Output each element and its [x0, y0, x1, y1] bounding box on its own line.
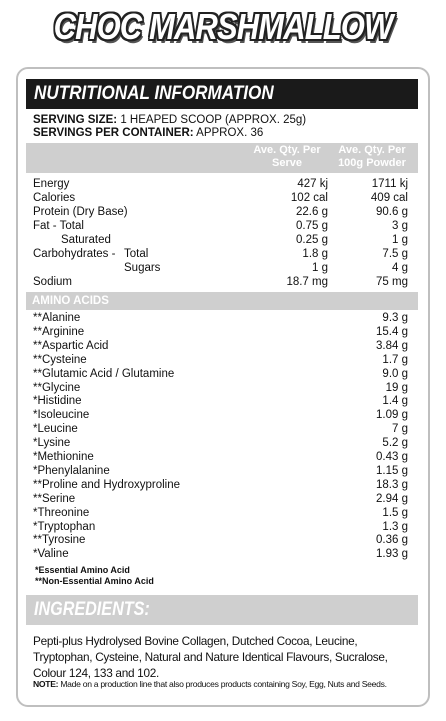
amino-row	[33, 464, 413, 478]
ingredients-header-label: INGREDIENTS:	[34, 599, 150, 620]
amino-value: 7 g	[392, 423, 408, 436]
amino-label: *Leucine	[33, 423, 78, 436]
nutrition-row	[33, 233, 413, 247]
nutrition-row	[33, 205, 413, 219]
amino-value: 1.3 g	[382, 520, 408, 533]
amino-value: 1.7 g	[382, 353, 408, 366]
nutrient-label: Protein (Dry Base)	[33, 206, 128, 218]
nutrition-row	[33, 219, 413, 233]
nutrition-header	[26, 79, 418, 109]
servings-per-label: SERVINGS PER CONTAINER:	[33, 127, 194, 139]
amino-label: *Tryptophan	[33, 520, 96, 533]
amino-value: 19 g	[385, 381, 408, 394]
amino-label: **Serine	[33, 492, 76, 505]
amino-value: 0.43 g	[376, 451, 408, 463]
per-serve-value: 0.75 g	[296, 220, 328, 232]
amino-value: 1.4 g	[382, 395, 408, 408]
per-serve-value: 22.6 g	[296, 206, 328, 218]
per-100g-value: 409 cal	[370, 192, 408, 204]
amino-label: *Methionine	[33, 451, 94, 463]
amino-value: 3.84 g	[376, 339, 408, 352]
nutrient-sublabel: Saturated	[61, 234, 111, 246]
per-serve-value: 1 g	[312, 262, 328, 274]
amino-row	[33, 547, 413, 561]
per-serve-value: 427 kj	[297, 178, 328, 190]
amino-value: 9.3 g	[382, 312, 408, 324]
nutrition-row	[33, 177, 413, 191]
per-100g-value: 1 g	[392, 234, 408, 246]
per-100g-value: 1711 kj	[371, 178, 408, 190]
nutrient-label: Energy	[33, 178, 70, 190]
serving-size	[33, 114, 306, 126]
servings-per-value: APPROX. 36	[196, 127, 264, 139]
amino-row	[33, 381, 413, 395]
amino-row	[33, 394, 413, 408]
amino-row	[33, 353, 413, 367]
amino-label: **Glutamic Acid / Glutamine	[33, 367, 175, 380]
legend-non-essential: **Non-Essential Amino Acid	[35, 576, 154, 586]
nutrition-row	[33, 191, 413, 205]
nutrient-sublabel: Total	[124, 248, 149, 260]
amino-row	[33, 436, 413, 450]
per-100g-value: 4 g	[392, 262, 408, 274]
amino-row	[33, 311, 413, 325]
amino-value: 18.3 g	[376, 478, 408, 491]
amino-value: 15.4 g	[376, 325, 408, 338]
amino-value: 0.36 g	[376, 534, 408, 547]
per-serve-value: 102 cal	[290, 192, 328, 204]
amino-label: **Glycine	[33, 381, 81, 394]
allergen-note	[33, 679, 417, 689]
amino-value: 2.94 g	[376, 492, 408, 505]
ingredients-text: Pepti-plus Hydrolysed Bovine Collagen, Dutched Cocoa, Leucine, Tryptophan, Cysteine, Natural and Nature Identical Flavours, Sucralose, Colour 124, 133 and 102.	[33, 634, 388, 680]
amino-row	[33, 533, 413, 547]
amino-label: **Tyrosine	[33, 534, 86, 547]
amino-label: **Alanine	[33, 312, 81, 324]
ingredients-header	[26, 595, 418, 625]
amino-row	[33, 422, 413, 436]
amino-row	[33, 520, 413, 534]
amino-value: 1.09 g	[376, 409, 408, 422]
per-100g-value: 90.6 g	[376, 206, 408, 218]
per-serve-value: 1.8 g	[302, 248, 328, 260]
amino-row	[33, 492, 413, 506]
amino-label: *Histidine	[33, 395, 82, 408]
amino-value: 1.93 g	[376, 548, 408, 561]
per-serve-value: 0.25 g	[296, 234, 328, 246]
amino-acids-header: AMINO ACIDS	[26, 292, 418, 310]
nutrition-row	[33, 275, 413, 289]
amino-label: **Proline and Hydroxyproline	[33, 478, 181, 491]
amino-label: *Isoleucine	[33, 409, 90, 422]
nutrient-label: Fat - Total	[33, 220, 84, 232]
amino-label: *Lysine	[33, 437, 71, 450]
amino-value: 1.5 g	[382, 506, 408, 519]
legend-essential: *Essential Amino Acid	[35, 565, 130, 575]
nutrition-row	[33, 261, 413, 275]
column-per-100g: Ave. Qty. Per 100g Powder	[338, 144, 406, 169]
amino-label: **Cysteine	[33, 353, 87, 366]
note-text: Made on a production line that also produces products containing Soy, Egg, Nuts and Seeds.	[60, 679, 387, 689]
nutrition-row	[33, 247, 413, 261]
per-serve-value: 18.7 mg	[286, 276, 328, 288]
amino-row	[33, 367, 413, 381]
note-label: NOTE:	[33, 679, 59, 689]
column-per-serve: Ave. Qty. Per Serve	[253, 144, 321, 169]
serving-size-value: 1 HEAPED SCOOP (APPROX. 25g)	[120, 114, 307, 126]
amino-label: *Phenylalanine	[33, 464, 110, 477]
amino-label: *Valine	[33, 548, 69, 561]
nutrition-column-header	[26, 143, 418, 173]
servings-per-container	[33, 127, 263, 139]
product-title: CHOC MARSHMALLOW	[53, 6, 393, 47]
nutrient-label: Sodium	[33, 276, 72, 288]
serving-size-label: SERVING SIZE:	[33, 114, 118, 126]
amino-row	[33, 339, 413, 353]
amino-label: **Arginine	[33, 325, 85, 338]
amino-label: **Aspartic Acid	[33, 339, 109, 352]
per-100g-value: 3 g	[392, 220, 408, 232]
amino-row	[33, 325, 413, 339]
nutrient-sublabel: Sugars	[124, 262, 161, 274]
nutrient-label: Carbohydrates -	[33, 248, 116, 260]
amino-value: 5.2 g	[382, 437, 408, 450]
amino-value: 9.0 g	[382, 367, 408, 380]
nutrition-header-label: NUTRITIONAL INFORMATION	[34, 83, 274, 104]
amino-row	[33, 506, 413, 520]
amino-row	[33, 408, 413, 422]
amino-row	[33, 478, 413, 492]
per-100g-value: 7.5 g	[382, 248, 408, 260]
nutrient-label: Calories	[33, 192, 76, 204]
amino-value: 1.15 g	[376, 464, 408, 477]
per-100g-value: 75 mg	[376, 276, 408, 288]
amino-label: *Threonine	[33, 506, 90, 519]
amino-row	[33, 450, 413, 464]
